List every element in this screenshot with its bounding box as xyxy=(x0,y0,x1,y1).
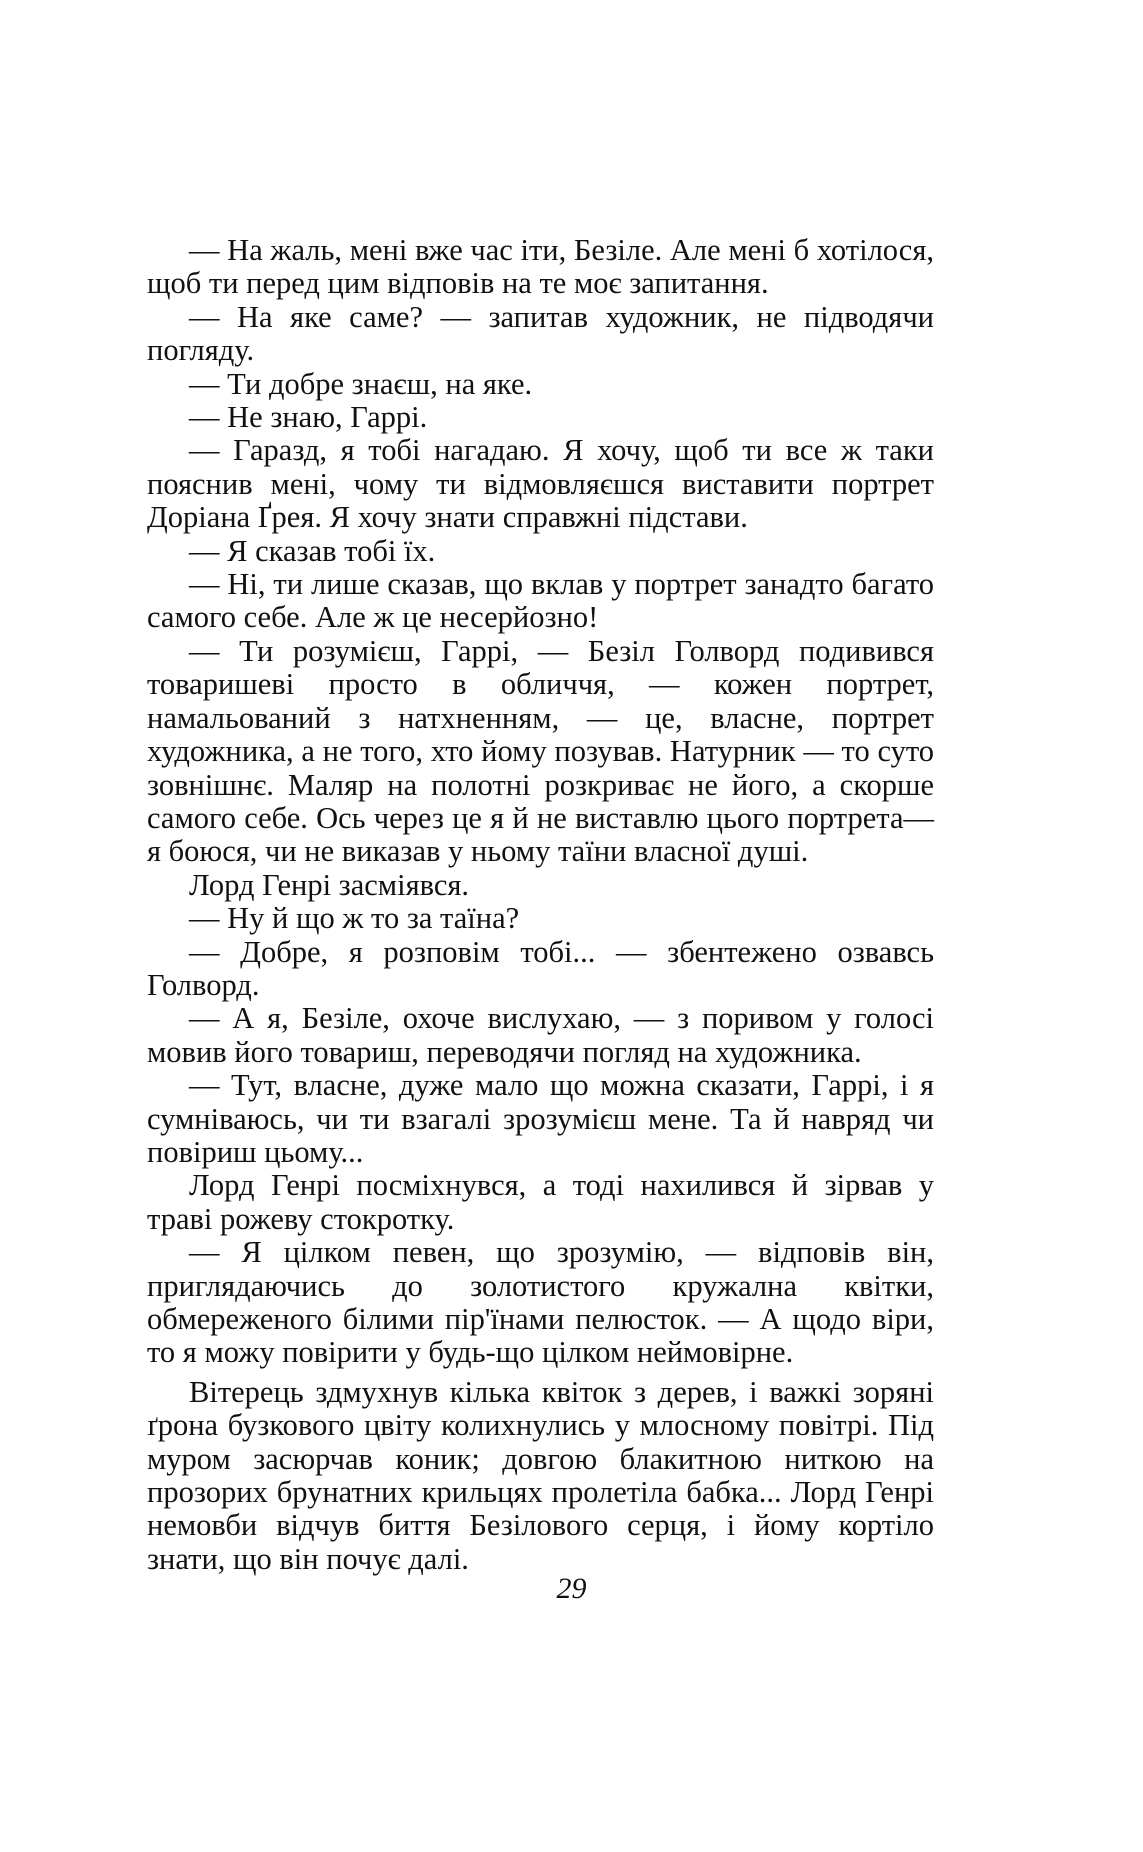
paragraph: — Я сказав тобі їх. xyxy=(189,533,436,568)
paragraph: — Не знаю, Гаррі. xyxy=(189,400,428,435)
page-number: 29 xyxy=(556,1572,587,1605)
paragraph: — Ну й що ж то за таїна? xyxy=(189,901,520,936)
paragraph: Лорд Генрі засміявся. xyxy=(189,867,470,902)
paragraph: Вітерець здмухнув кілька квіток з дерев, і важкі зоряні ґрона бузкового цвіту колихнулись у млосному повітрі. Під муром засюрчав коник; довгою блакитною ниткою на прозорих брунатних крильцях пролетіла бабка... Лорд Генрі немовби відчув биття Безілового серця, і йому кортіло знати, що він почує далі. xyxy=(147,1374,934,1576)
paragraph: — Ні, ти лише сказав, що вклав у портрет занадто багато самого себе. Але ж це несерйозно! xyxy=(147,567,934,635)
paragraph: — На яке саме? — запитав художник, не підводячи погляду. xyxy=(147,299,934,368)
paragraph: — На жаль, мені вже час іти, Безіле. Але мені б хотілося, щоб ти перед цим відповів на те моє запитання. xyxy=(147,233,934,301)
body-text xyxy=(147,234,934,1576)
paragraph: — Ти добре знаєш, на яке. xyxy=(189,366,533,401)
paragraph: — Ти розумієш, Гаррі, — Безіл Голворд подивився товаришеві просто в обличчя, — кожен портрет, намальований з натхненням, — це, власне, портрет художника, а не того, хто йому позував. Натурник — то суто зовнішнє. Маляр на полотні розкриває не його, а скорше самого себе. Ось через це я й не виставлю цього портрета— я боюся, чи не виказав у ньому таїни власної душі. xyxy=(147,633,934,869)
paragraph: — Я цілком певен, що зрозумію, — відповів він, приглядаючись до золотистого кружална квітки, обмереженого білими пір'їнами пелюсток. — А щодо віри, то я можу повірити у будь-що цілком неймовірне. xyxy=(147,1235,934,1370)
paragraph: — Гаразд, я тобі нагадаю. Я хочу, щоб ти все ж таки пояснив мені, чому ти відмовляєшся виставити портрет Доріана Ґрея. Я хочу знати справжні підстави. xyxy=(147,433,934,535)
paragraph: — Тут, власне, дуже мало що можна сказати, Гаррі, і я сумніваюсь, чи ти взагалі зрозумієш мене. Та й навряд чи повіриш цьому... xyxy=(147,1068,934,1169)
paragraph: — А я, Безіле, охоче вислухаю, — з поривом у голосі мовив його товариш, переводячи погляд на художника. xyxy=(147,1001,934,1069)
paragraph: — Добре, я розповім тобі... — збентежено озвавсь Голворд. xyxy=(147,934,934,1002)
paragraph: Лорд Генрі посміхнувся, а тоді нахилився й зірвав у траві рожеву стокротку. xyxy=(147,1168,934,1236)
